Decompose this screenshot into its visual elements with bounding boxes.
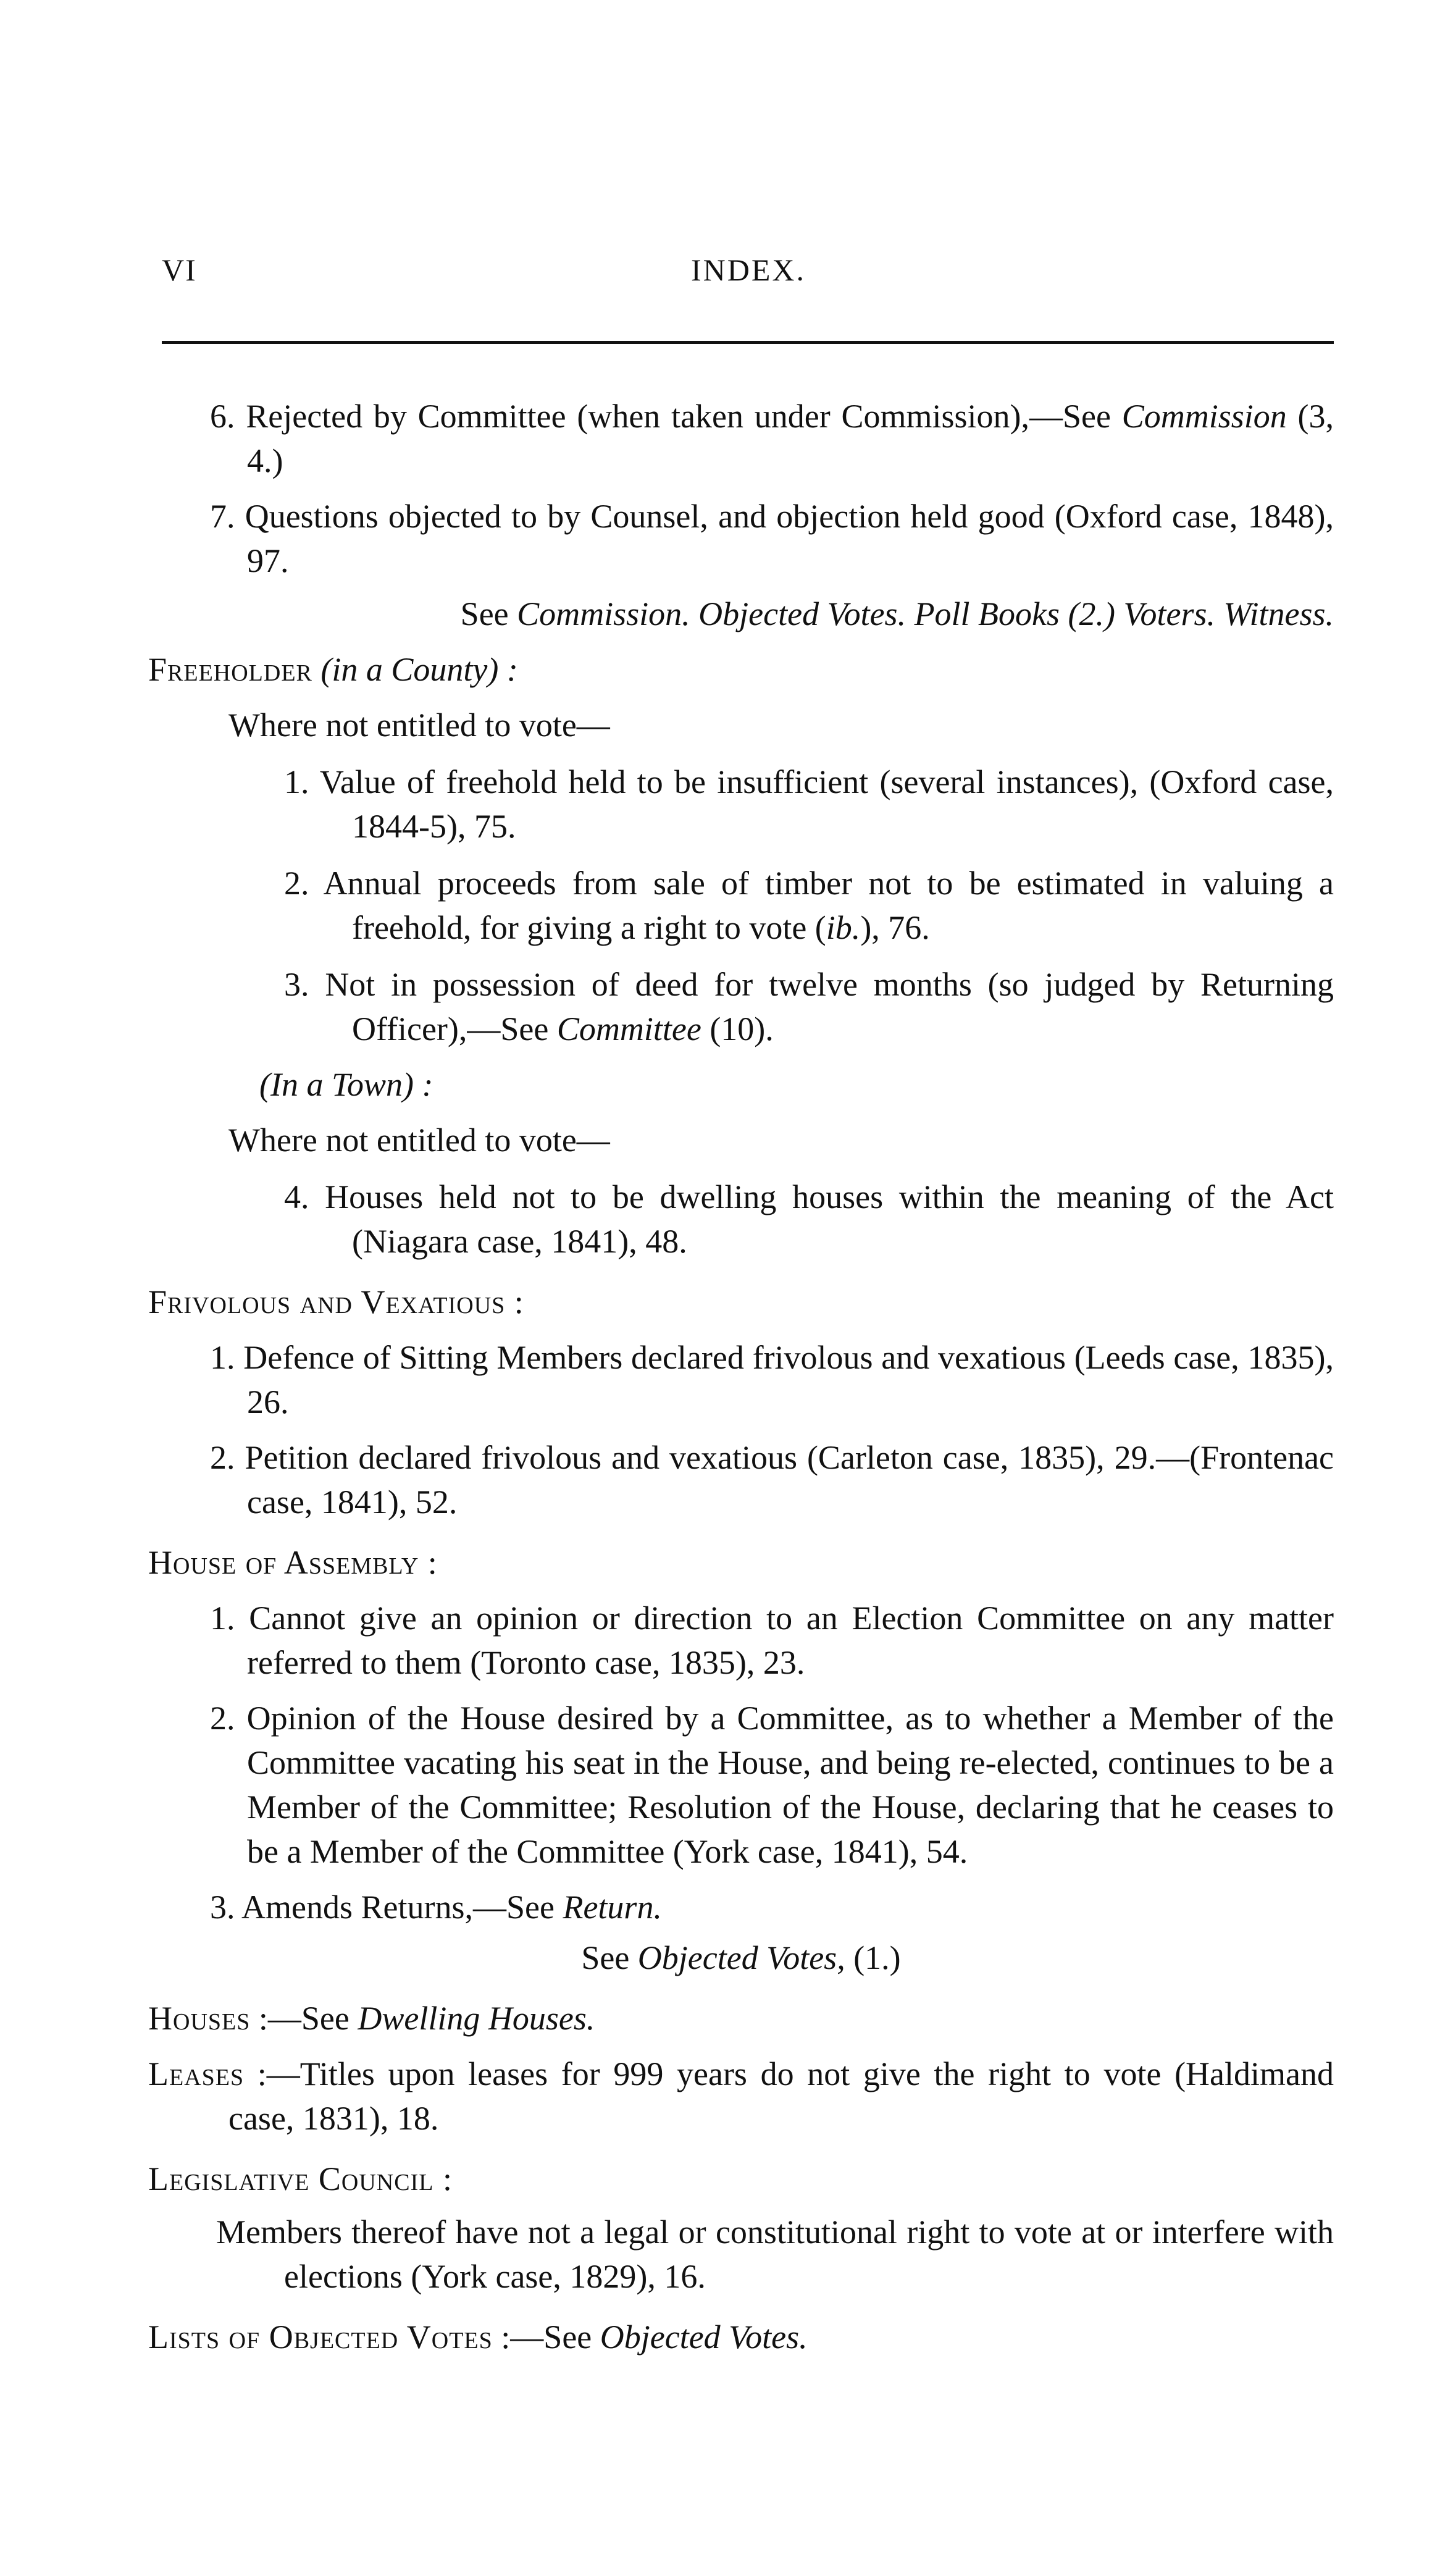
heading-frivolous: Frivolous and Vexatious : <box>148 1283 524 1320</box>
page-header <box>162 252 1335 295</box>
entry-6: 6. Rejected by Committee (when taken under Commission),—See Commission (3, 4.) <box>210 398 1334 479</box>
frivolous-item-1: 1. Defence of Sitting Members declared frivolous and vexatious (Leeds case, 1835), 26. <box>210 1339 1334 1420</box>
page-number: VI <box>162 253 197 287</box>
entry-houses: Houses :—See Dwelling Houses. <box>148 2000 595 2037</box>
freeholder-item-3: 3. Not in possession of deed for twelve months (so judged by Returning Officer),—See Committee (10). <box>284 966 1334 1047</box>
entry-lists: Lists of Objected Votes :—See Objected Votes. <box>148 2318 808 2356</box>
assembly-item-2: 2. Opinion of the House desired by a Committee, as to whether a Member of the Committee vacating his seat in the House, and being re-elected, continues to be a Member of the Committee; Resolution of the House, declaring that he ceases to be a Member of the Committee (York case, 1841), 54. <box>210 1700 1334 1870</box>
freeholder-sub-town: Where not entitled to vote— <box>228 1122 610 1159</box>
assembly-item-3: 3. Amends Returns,—See Return. <box>210 1889 662 1926</box>
assembly-item-1: 1. Cannot give an opinion or direction to an Election Committee on any matter referred to them (Toronto case, 1835), 23. <box>210 1600 1334 1681</box>
freeholder-sub-county: Where not entitled to vote— <box>228 707 610 744</box>
header-rule <box>162 341 1334 344</box>
freeholder-item-4: 4. Houses held not to be dwelling houses within the meaning of the Act (Niagara case, 1841), 48. <box>284 1178 1334 1260</box>
heading-assembly: House of Assembly : <box>148 1544 438 1581</box>
freeholder-item-2: 2. Annual proceeds from sale of timber not to be estimated in valuing a freehold, for giving a right to vote (ib.), 76. <box>284 865 1334 946</box>
heading-freeholder: Freeholder (in a County) : <box>148 651 518 688</box>
entry-7: 7. Questions objected to by Counsel, and objection held good (Oxford case, 1848), 97. <box>210 498 1334 579</box>
index-content <box>148 383 1334 2359</box>
see-also-1: See Commission. Objected Votes. Poll Books (2.) Voters. Witness. <box>460 595 1334 632</box>
page-title: INDEX. <box>690 253 806 287</box>
frivolous-item-2: 2. Petition declared frivolous and vexatious (Carleton case, 1835), 29.—(Frontenac case, 1841), 52. <box>210 1439 1334 1521</box>
freeholder-item-1: 1. Value of freehold held to be insufficient (several instances), (Oxford case, 1844-5), 75. <box>284 763 1334 845</box>
freeholder-town: (In a Town) : <box>259 1066 433 1103</box>
assembly-see-also: See Objected Votes, (1.) <box>581 1939 901 1976</box>
entry-leases: Leases :—Titles upon leases for 999 years do not give the right to vote (Haldimand case, 1831), 18. <box>148 2055 1334 2137</box>
heading-council: Legislative Council : <box>148 2160 453 2197</box>
council-text: Members thereof have not a legal or constitutional right to vote at or interfere with elections (York case, 1829), 16. <box>216 2213 1334 2295</box>
